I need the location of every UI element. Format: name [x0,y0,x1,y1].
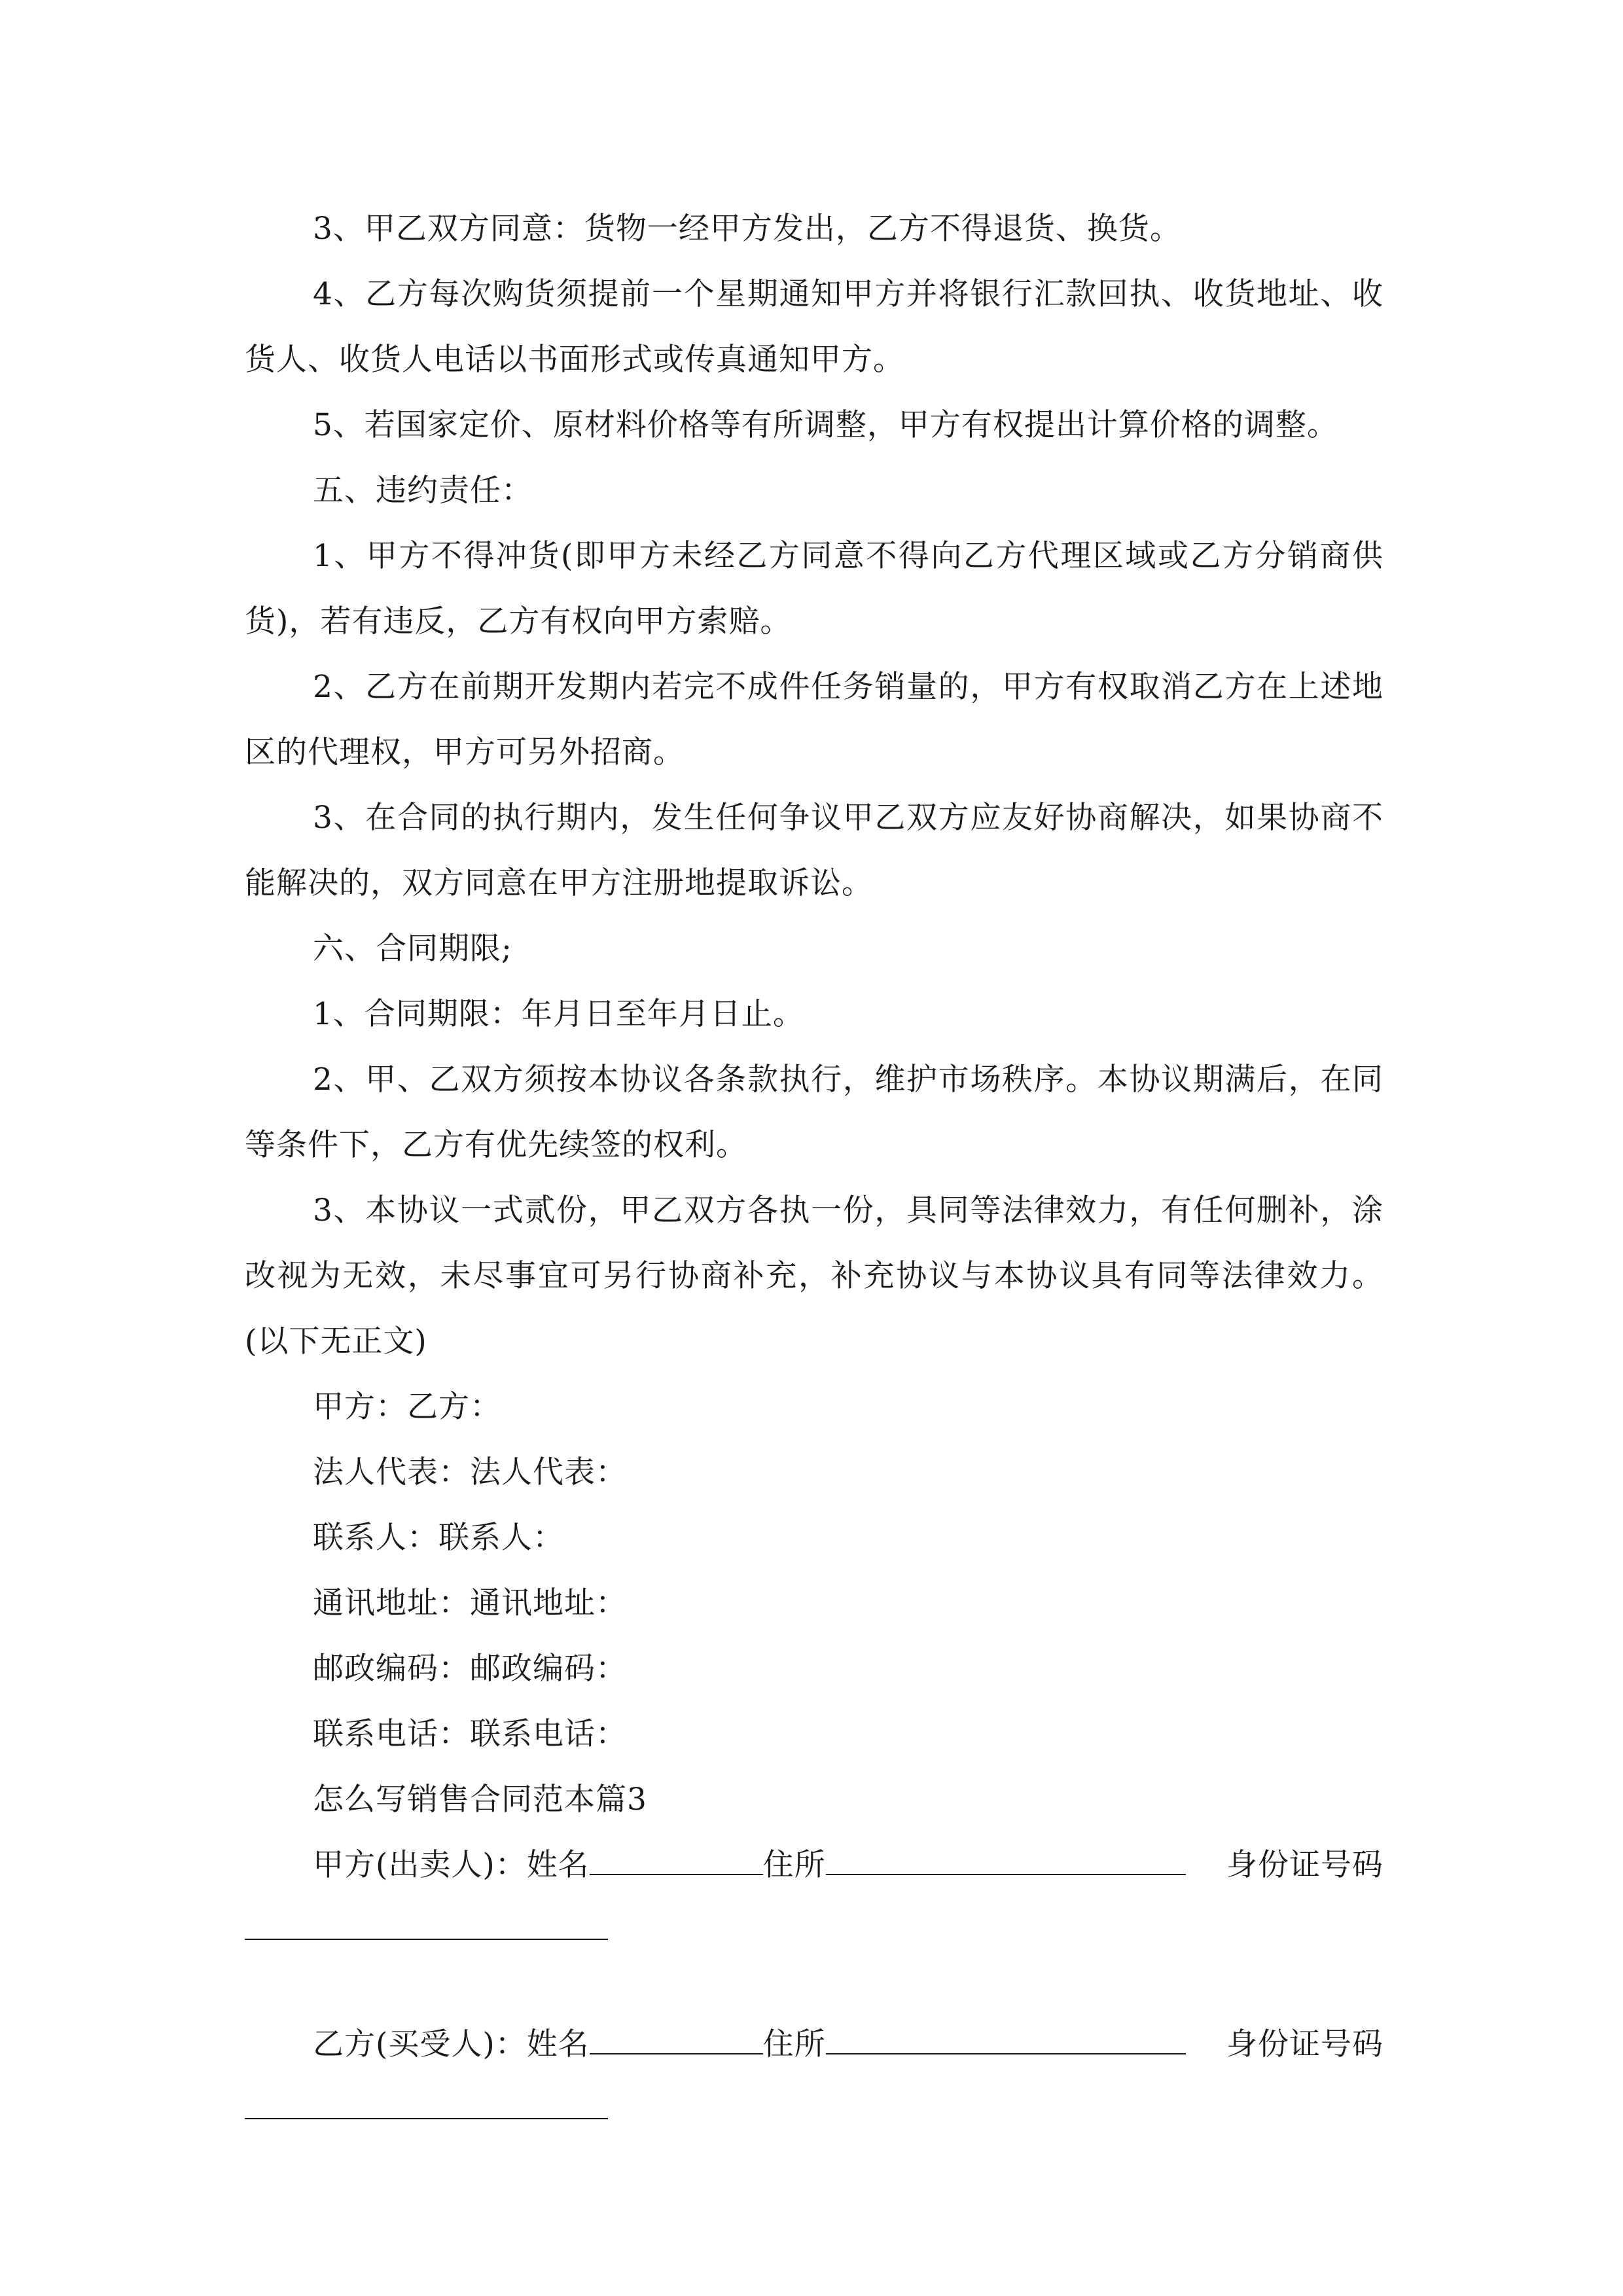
section-heading-liability: 五、违约责任： [313,473,533,509]
seller-name-label: 姓名 [526,1847,590,1883]
seller-party-label: 甲方(出卖人)： [313,1847,527,1883]
clause-5-1: 1、甲方不得冲货(即甲方未经乙方同意不得向乙方代理区域或乙方分销商供货)，若有违反，乙方有权向甲方索赔。 [245,538,1383,639]
seller-address-label: 住所 [762,1847,826,1883]
signature-parties: 甲方：乙方： [313,1389,501,1425]
signature-address: 通讯地址：通讯地址： [313,1585,627,1621]
clause-4-4: 4、乙方每次购货须提前一个星期通知甲方并将银行汇款回执、收货地址、收货人、收货人电话以书面形式或传真通知甲方。 [245,276,1383,378]
buyer-name-blank[interactable] [590,2024,763,2054]
section-title-template-3: 怎么写销售合同范本篇3 [313,1782,647,1818]
buyer-id-label: 身份证号码 [1226,2026,1383,2062]
signature-legal-rep: 法人代表：法人代表： [313,1454,627,1490]
clause-6-1: 1、合同期限：年月日至年月日止。 [313,996,804,1032]
seller-id-blank[interactable] [245,1939,608,1940]
clause-5-3: 3、在合同的执行期内，发生任何争议甲乙双方应友好协商解决，如果协商不能解决的，双方同意在甲方注册地提取诉讼。 [245,800,1383,901]
clause-5-2: 2、乙方在前期开发期内若完不成件任务销量的，甲方有权取消乙方在上述地区的代理权，甲方可另外招商。 [245,669,1383,770]
clause-6-2: 2、甲、乙双方须按本协议各条款执行，维护市场秩序。本协议期满后，在同等条件下，乙方有优先续签的权利。 [245,1062,1383,1163]
document-body [245,196,1383,2191]
clause-4-5: 5、若国家定价、原材料价格等有所调整，甲方有权提出计算价格的调整。 [313,407,1338,443]
signature-postcode: 邮政编码：邮政编码： [313,1651,627,1687]
buyer-address-label: 住所 [762,2026,826,2062]
signature-contact: 联系人：联系人： [313,1520,564,1556]
clause-6-3: 3、本协议一式贰份，甲乙双方各执一份，具同等法律效力，有任何删补，涂改视为无效，未尽事宜可另行协商补充，补充协议与本协议具有同等法律效力。(以下无正文) [245,1193,1383,1359]
buyer-info-row [245,2012,1383,2077]
buyer-address-blank[interactable] [826,2024,1186,2054]
section-heading-term: 六、合同期限; [313,931,512,967]
buyer-party-label: 乙方(买受人)： [313,2026,527,2062]
seller-info-row [245,1833,1383,1898]
seller-name-blank[interactable] [590,1845,763,1875]
seller-address-blank[interactable] [826,1845,1186,1875]
buyer-name-label: 姓名 [526,2026,590,2062]
seller-id-label: 身份证号码 [1226,1847,1383,1883]
buyer-id-blank[interactable] [245,2118,608,2119]
signature-phone: 联系电话：联系电话： [313,1716,627,1752]
clause-4-3: 3、甲乙双方同意：货物一经甲方发出，乙方不得退货、换货。 [313,211,1181,247]
